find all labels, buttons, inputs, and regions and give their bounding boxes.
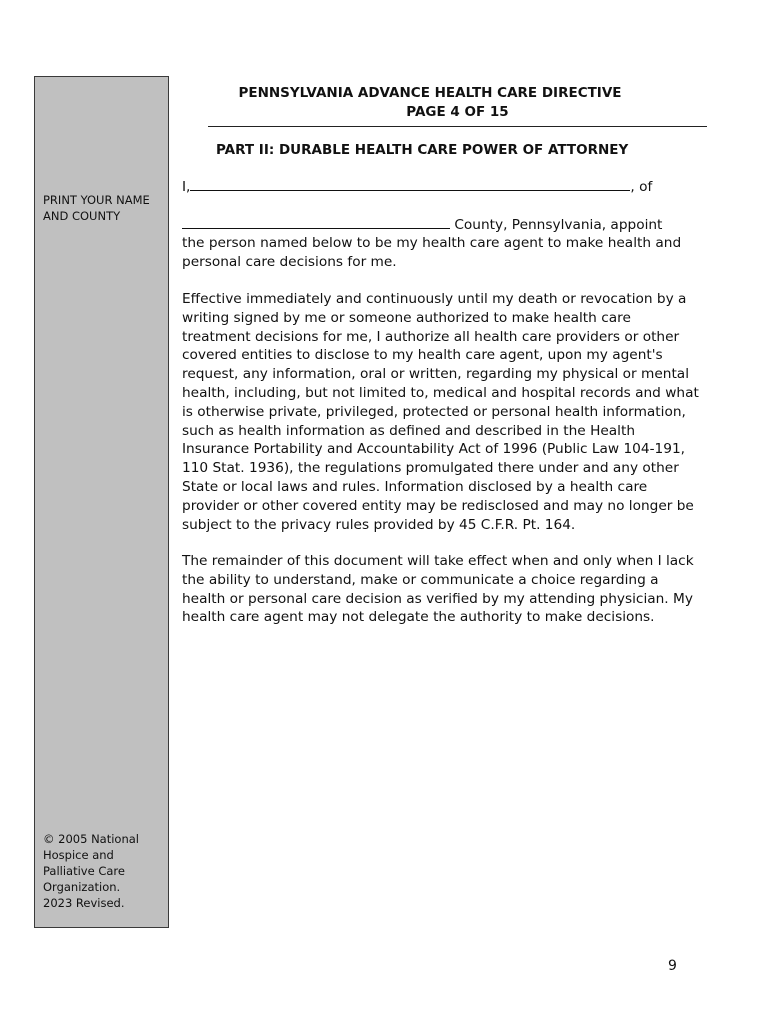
county-row [182,216,662,235]
name-blank-field[interactable] [190,178,630,191]
effect-paragraph: The remainder of this document will take effect when and only when I lack the ability to understand, make or communicate a choice regarding a health or personal care decision as verified by my attending physician. My health care agent may not delegate the authority to make decisions. [182,553,694,626]
appoint-text: the person named below to be my health care agent to make health and personal care decisions for me. [182,235,682,270]
copyright-line: 2023 Revised. [43,896,125,910]
copyright-notice [43,831,163,911]
sidebar-margin [34,76,169,928]
copyright-line: © 2005 National [43,832,139,846]
document-title: PENNSYLVANIA ADVANCE HEALTH CARE DIRECTIVE [238,85,622,101]
part-heading: PART II: DURABLE HEALTH CARE POWER OF ATTORNEY [216,142,629,158]
copyright-line: Palliative Care [43,864,125,878]
sidebar-instruction-line2: AND COUNTY [43,209,121,223]
page-indicator: PAGE 4 OF 15 [406,104,509,120]
copyright-line: Hospice and [43,848,114,862]
name-row [182,178,652,197]
sidebar-instruction [43,192,163,224]
disclosure-paragraph: Effective immediately and continuously until my death or revocation by a writing signed by me or someone authorized to make health care treatment decisions for me, I authorize all health care providers or other covered entities to disclose to my health care agent, upon my agent's request, any information, oral or written, regarding my physical or mental health, including, but not limited to, medical and hospital records and what is otherwise private, privileged, protected or personal health information, such as health information as defined and described in the Health Insurance Portability and Accountability Act of 1996 (Public Law 104-191, 110 Stat. 1936), the regulations promulgated there under and any other State or local laws and rules. Information disclosed by a health care provider or other covered entity may be redisclosed and may no longer be subject to the privacy rules provided by 45 C.F.R. Pt. 164. [182,291,699,533]
sidebar-instruction-line1: PRINT YOUR NAME [43,193,150,207]
copyright-line: Organization. [43,880,121,894]
name-suffix: , of [630,179,653,195]
page-number: 9 [668,958,677,974]
county-suffix: County, Pennsylvania, appoint [450,217,663,233]
name-prefix: I, [182,179,191,195]
county-blank-field[interactable] [182,216,450,229]
document-header [208,84,707,127]
